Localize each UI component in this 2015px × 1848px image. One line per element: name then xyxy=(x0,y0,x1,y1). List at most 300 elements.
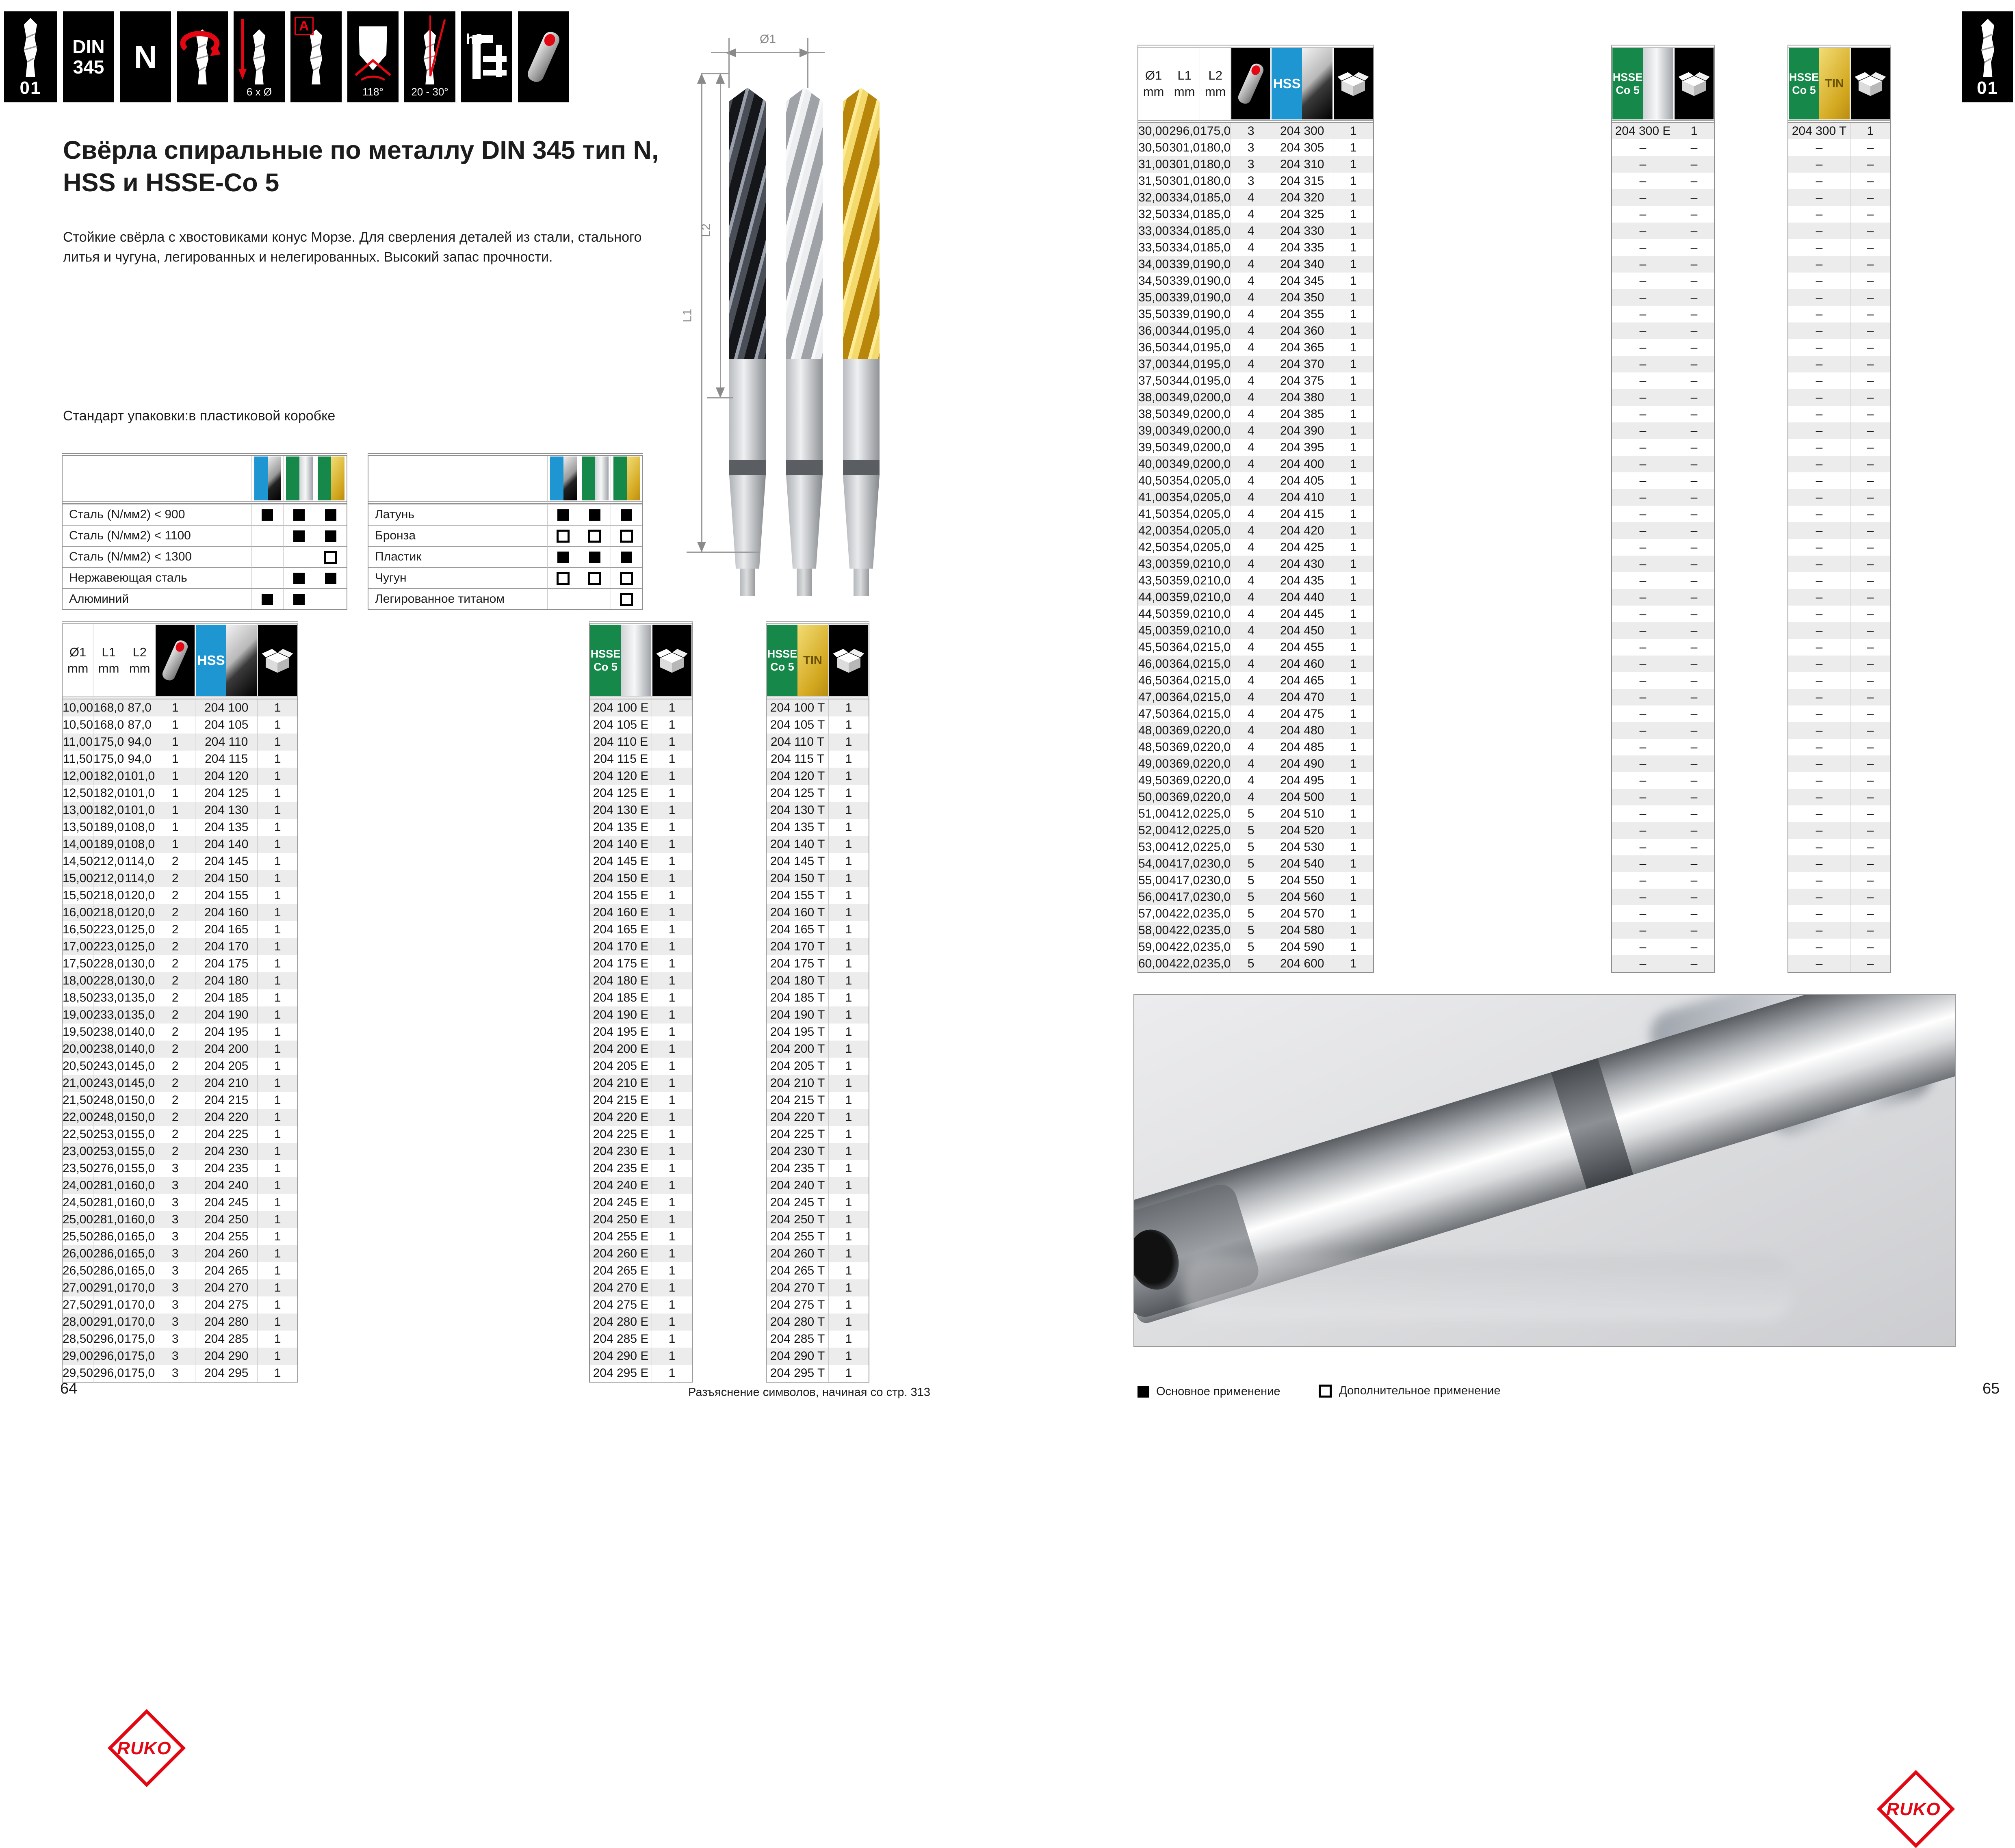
hss-header-icon: HSS xyxy=(196,625,257,696)
cell: – xyxy=(1639,307,1647,321)
cell: 1 xyxy=(257,1092,297,1109)
table-row xyxy=(1788,872,1890,889)
cell: 215,0 xyxy=(1200,689,1231,705)
cell: 1 xyxy=(828,1331,869,1348)
table-row xyxy=(63,768,297,785)
table-row xyxy=(1612,622,1714,639)
table-row xyxy=(1138,672,1373,689)
cell: 10,00 xyxy=(63,701,93,714)
cell: 2 xyxy=(155,1092,195,1109)
table-row xyxy=(1788,322,1890,339)
table-row xyxy=(1612,722,1714,739)
table-row xyxy=(590,1058,692,1075)
table-row xyxy=(1788,739,1890,755)
cell: 1 xyxy=(1333,822,1373,839)
cell: 4 xyxy=(1231,639,1271,656)
cell: 40,00 xyxy=(1138,457,1169,471)
cell: 281,0 xyxy=(93,1211,124,1228)
cell: 1 xyxy=(1333,722,1373,739)
material-mark xyxy=(547,567,579,588)
cell: 14,50 xyxy=(63,855,93,868)
table-row xyxy=(590,870,692,887)
table-row xyxy=(1788,922,1890,939)
cell: 218,0 xyxy=(93,887,124,904)
product-description: Стойкие свёрла с хвостовиками конус Морзе. Для сверления деталей из стали, стального литья и чугуна, легированных и нелегированных. Высокий запас прочности. xyxy=(63,229,642,265)
cell: 33,00 xyxy=(1138,224,1169,238)
cell: 23,50 xyxy=(63,1162,93,1175)
cell: 4 xyxy=(1231,772,1271,789)
cell: 23,00 xyxy=(63,1145,93,1158)
cell: 49,50 xyxy=(1138,773,1169,787)
table-row xyxy=(1138,206,1373,223)
cell: 334,0 xyxy=(1169,206,1200,223)
table-row xyxy=(1612,805,1714,822)
cell: 339,0 xyxy=(1169,256,1200,273)
material-mark xyxy=(251,504,283,525)
cell: 41,00 xyxy=(1138,490,1169,504)
material-mark xyxy=(283,504,315,525)
package-icon xyxy=(258,625,297,696)
cell: 200,0 xyxy=(1200,406,1231,422)
cell: 1 xyxy=(828,1109,869,1126)
hsse-co5-tin-header-icon: HSSE Co 5 TIN xyxy=(1789,48,1850,119)
cell: 354,0 xyxy=(1169,539,1200,556)
cell: 215,0 xyxy=(1200,705,1231,722)
cell: 204 450 xyxy=(1271,622,1333,639)
cell: 135,0 xyxy=(124,1006,155,1024)
table-row xyxy=(767,921,869,938)
cell: 1 xyxy=(1674,123,1714,139)
cell: 364,0 xyxy=(1169,656,1200,672)
cell: 204 380 xyxy=(1271,389,1333,406)
table-row xyxy=(767,785,869,802)
cell: 1 xyxy=(257,1365,297,1382)
cell: 200,0 xyxy=(1200,456,1231,472)
table-row xyxy=(590,1279,692,1296)
chapter-number: 01 xyxy=(1977,78,1998,98)
cell: – xyxy=(1850,273,1890,289)
table-row xyxy=(63,853,297,870)
cell: 204 510 xyxy=(1271,805,1333,822)
cell: 1 xyxy=(652,1006,692,1024)
cell: 5 xyxy=(1231,955,1271,972)
cell: – xyxy=(1816,141,1823,154)
table-row xyxy=(590,751,692,768)
cell: 204 375 xyxy=(1271,372,1333,389)
cell: – xyxy=(1674,356,1714,372)
chapter-number: 01 xyxy=(20,78,41,98)
cell: – xyxy=(1674,439,1714,456)
table-row xyxy=(63,1143,297,1160)
material-mark xyxy=(251,567,283,588)
cell: 235,0 xyxy=(1200,955,1231,972)
cell: 150,0 xyxy=(124,1092,155,1109)
cell: 1 xyxy=(652,751,692,768)
cell: – xyxy=(1816,623,1823,637)
cell: – xyxy=(1816,707,1823,721)
cell: 2 xyxy=(155,1041,195,1058)
cell: 339,0 xyxy=(1169,306,1200,322)
cell: 175,0 xyxy=(124,1365,155,1382)
cell: 204 560 xyxy=(1271,889,1333,905)
cell: – xyxy=(1639,590,1647,604)
table-row xyxy=(1138,506,1373,522)
cell: 204 175 xyxy=(195,955,257,972)
material-mark xyxy=(315,525,347,546)
cell: – xyxy=(1816,174,1823,188)
cell: 215,0 xyxy=(1200,656,1231,672)
cell: 204 225 T xyxy=(770,1127,825,1141)
cell: – xyxy=(1850,289,1890,306)
cell: 344,0 xyxy=(1169,339,1200,356)
table-row xyxy=(590,1262,692,1279)
tin-variant-icon xyxy=(318,457,344,500)
cell: – xyxy=(1816,224,1823,238)
cell: 223,0 xyxy=(93,938,124,955)
cell: 1 xyxy=(155,836,195,853)
cell: – xyxy=(1674,372,1714,389)
cell: 204 160 T xyxy=(770,906,825,919)
table-row xyxy=(767,1228,869,1245)
cell: 204 315 xyxy=(1271,173,1333,189)
cell: 94,0 xyxy=(124,734,155,751)
cell: 349,0 xyxy=(1169,439,1200,456)
cell: – xyxy=(1674,805,1714,822)
cell: 220,0 xyxy=(1200,722,1231,739)
cell: 4 xyxy=(1231,439,1271,456)
cell: 1 xyxy=(257,1228,297,1245)
cell: – xyxy=(1639,757,1647,770)
cell: 37,00 xyxy=(1138,357,1169,371)
cell: 204 300 T xyxy=(1792,124,1847,138)
cell: 204 220 E xyxy=(593,1110,649,1124)
cell: – xyxy=(1850,472,1890,489)
cell: – xyxy=(1816,257,1823,271)
cell: 204 460 xyxy=(1271,656,1333,672)
cell: 1 xyxy=(1333,422,1373,439)
cell: 1 xyxy=(828,699,869,716)
cell: 204 235 xyxy=(195,1160,257,1177)
cell: 17,50 xyxy=(63,957,93,970)
cell: – xyxy=(1639,474,1647,487)
cell: 1 xyxy=(1333,356,1373,372)
cell: 140,0 xyxy=(124,1024,155,1041)
cell: 215,0 xyxy=(1200,639,1231,656)
cell: 1 xyxy=(828,1228,869,1245)
cell: 4 xyxy=(1231,739,1271,755)
cell: 1 xyxy=(828,904,869,921)
cell: 286,0 xyxy=(93,1228,124,1245)
table-row xyxy=(1788,422,1890,439)
cell: – xyxy=(1816,790,1823,804)
cell: 1 xyxy=(652,921,692,938)
table-row xyxy=(590,1228,692,1245)
table-row xyxy=(1138,256,1373,273)
cell: 1 xyxy=(828,1160,869,1177)
cell: – xyxy=(1639,740,1647,754)
cell: 204 280 xyxy=(195,1314,257,1331)
cell: 4 xyxy=(1231,622,1271,639)
cell: – xyxy=(1639,290,1647,304)
table-row xyxy=(63,1194,297,1211)
cell: 25,00 xyxy=(63,1213,93,1226)
table-row xyxy=(1138,372,1373,389)
cell: 170,0 xyxy=(124,1279,155,1296)
cell: – xyxy=(1850,239,1890,256)
cell: 18,50 xyxy=(63,991,93,1004)
cell: 1 xyxy=(1333,905,1373,922)
table-row xyxy=(767,802,869,819)
cell: 4 xyxy=(1231,489,1271,506)
cell: 233,0 xyxy=(93,989,124,1006)
cell: – xyxy=(1816,923,1823,937)
cell: – xyxy=(1816,590,1823,604)
cell: 204 490 xyxy=(1271,755,1333,772)
table-row xyxy=(63,1331,297,1348)
material-mark xyxy=(283,546,315,567)
cell: 175,0 xyxy=(124,1348,155,1365)
cell: 1 xyxy=(652,853,692,870)
cell: 45,00 xyxy=(1138,623,1169,637)
cell: – xyxy=(1639,424,1647,437)
cell: 204 210 E xyxy=(593,1076,649,1090)
cell: 369,0 xyxy=(1169,722,1200,739)
cell: – xyxy=(1816,657,1823,671)
table-row xyxy=(767,1314,869,1331)
cell: 204 190 xyxy=(195,1006,257,1024)
cell: 1 xyxy=(257,1348,297,1365)
cell: 228,0 xyxy=(93,972,124,989)
cell: 190,0 xyxy=(1200,256,1231,273)
table-row xyxy=(1788,656,1890,672)
cell: – xyxy=(1850,622,1890,639)
cell: 155,0 xyxy=(124,1126,155,1143)
cell: 204 240 T xyxy=(770,1179,825,1192)
cell: 54,00 xyxy=(1138,857,1169,870)
chapter-tab-right xyxy=(1962,11,2013,102)
cell: – xyxy=(1639,790,1647,804)
cell: 1 xyxy=(828,734,869,751)
cell: 47,50 xyxy=(1138,707,1169,721)
ruko-logo xyxy=(104,1717,185,1778)
cell: – xyxy=(1850,689,1890,705)
cell: 204 590 xyxy=(1271,939,1333,955)
table-row xyxy=(1138,356,1373,372)
cell: 205,0 xyxy=(1200,472,1231,489)
cell: – xyxy=(1674,206,1714,223)
open-square-icon xyxy=(620,593,633,606)
table-row xyxy=(1788,173,1890,189)
table-row xyxy=(1788,506,1890,522)
table-row xyxy=(63,751,297,768)
cell: 204 100 E xyxy=(593,701,649,714)
cell: – xyxy=(1674,139,1714,156)
table-row xyxy=(590,887,692,904)
cell: 339,0 xyxy=(1169,273,1200,289)
cell: 4 xyxy=(1231,273,1271,289)
table-row xyxy=(1138,556,1373,572)
cell: – xyxy=(1639,374,1647,387)
table-row xyxy=(1612,739,1714,755)
table-row xyxy=(63,1177,297,1194)
cell: 150,0 xyxy=(124,1109,155,1126)
cell: 422,0 xyxy=(1169,905,1200,922)
cell: – xyxy=(1816,457,1823,471)
cell: 204 400 xyxy=(1271,456,1333,472)
column-header: Ø1 mm xyxy=(67,645,89,675)
cell: 204 495 xyxy=(1271,772,1333,789)
table-row xyxy=(767,768,869,785)
cell: – xyxy=(1674,389,1714,406)
cell: 1 xyxy=(1333,656,1373,672)
cell: 291,0 xyxy=(93,1296,124,1314)
material-mark xyxy=(611,588,642,609)
cell: 1 xyxy=(828,1041,869,1058)
cell: 160,0 xyxy=(124,1211,155,1228)
cell: 204 235 T xyxy=(770,1162,825,1175)
cell: 4 xyxy=(1231,306,1271,322)
table-row xyxy=(767,819,869,836)
table-row xyxy=(767,751,869,768)
cell: 185,0 xyxy=(1200,189,1231,206)
cell: 4 xyxy=(1231,672,1271,689)
cell: 204 370 xyxy=(1271,356,1333,372)
cell: – xyxy=(1850,889,1890,905)
cell: – xyxy=(1674,822,1714,839)
cell: 43,50 xyxy=(1138,573,1169,587)
cell: – xyxy=(1639,507,1647,521)
cell: 58,00 xyxy=(1138,923,1169,937)
table-row xyxy=(590,1041,692,1058)
dim-label-d1: Ø1 xyxy=(759,32,776,46)
cell: 204 130 xyxy=(195,802,257,819)
table-row xyxy=(63,1024,297,1041)
cell: 53,00 xyxy=(1138,840,1169,854)
cell: 204 170 E xyxy=(593,940,649,953)
material-mark xyxy=(251,546,283,567)
product-figure xyxy=(680,32,1008,556)
cell: 44,00 xyxy=(1138,590,1169,604)
table-row xyxy=(1788,689,1890,705)
cell: 175,0 xyxy=(1200,123,1231,139)
cell: 204 430 xyxy=(1271,556,1333,572)
cell: 19,50 xyxy=(63,1025,93,1039)
table-row xyxy=(1138,239,1373,256)
open-square-icon xyxy=(620,530,633,543)
table-row xyxy=(1788,822,1890,839)
cell: 1 xyxy=(155,819,195,836)
table-row xyxy=(63,955,297,972)
cell: – xyxy=(1850,372,1890,389)
cell: 204 155 E xyxy=(593,889,649,902)
cell: 46,50 xyxy=(1138,673,1169,687)
cell: 204 165 xyxy=(195,921,257,938)
cell: 204 170 T xyxy=(770,940,825,953)
hsse-variant-icon xyxy=(579,456,611,504)
cell: 2 xyxy=(155,938,195,955)
table-row xyxy=(1788,123,1890,139)
cell: 185,0 xyxy=(1200,206,1231,223)
cell: – xyxy=(1674,223,1714,239)
cell: – xyxy=(1850,456,1890,472)
cell: – xyxy=(1674,422,1714,439)
cell: 2 xyxy=(155,870,195,887)
cell: 160,0 xyxy=(124,1194,155,1211)
cell: 4 xyxy=(1231,722,1271,739)
table-row xyxy=(1788,256,1890,273)
cell: – xyxy=(1850,656,1890,672)
table-row xyxy=(1612,389,1714,406)
cell: – xyxy=(1816,407,1823,421)
cell: 1 xyxy=(257,1314,297,1331)
cell: 1 xyxy=(828,1348,869,1365)
cell: 204 160 E xyxy=(593,906,649,919)
cell: 56,00 xyxy=(1138,890,1169,904)
cell: 165,0 xyxy=(124,1228,155,1245)
table-row xyxy=(63,1245,297,1262)
cell: – xyxy=(1639,823,1647,837)
table-row xyxy=(590,768,692,785)
table-row xyxy=(590,1024,692,1041)
cell: 39,50 xyxy=(1138,440,1169,454)
page-number-left: 64 xyxy=(60,1380,78,1397)
material-mark xyxy=(283,588,315,609)
cell: – xyxy=(1850,489,1890,506)
page-number-right: 65 xyxy=(1982,1380,2000,1397)
cell: 1 xyxy=(1333,556,1373,572)
table-row xyxy=(63,887,297,904)
cell: 1 xyxy=(155,751,195,768)
cell: 2 xyxy=(155,989,195,1006)
cell: 204 480 xyxy=(1271,722,1333,739)
filled-square-icon xyxy=(1138,1386,1149,1398)
cell: 1 xyxy=(257,989,297,1006)
column-header: L2 mm xyxy=(129,645,150,675)
cell: 3 xyxy=(155,1160,195,1177)
cell: 204 120 E xyxy=(593,769,649,783)
cell: – xyxy=(1816,890,1823,904)
cell: 125,0 xyxy=(124,938,155,955)
cell: 1 xyxy=(652,1058,692,1075)
cell: – xyxy=(1816,290,1823,304)
cell: 3 xyxy=(155,1331,195,1348)
cell: – xyxy=(1674,273,1714,289)
cell: 4 xyxy=(1231,572,1271,589)
cell: 204 255 xyxy=(195,1228,257,1245)
cell: 364,0 xyxy=(1169,639,1200,656)
cell: 1 xyxy=(828,1194,869,1211)
table-row xyxy=(63,836,297,853)
cell: 204 105 E xyxy=(593,718,649,731)
cell: 3 xyxy=(1231,139,1271,156)
cell: 21,50 xyxy=(63,1093,93,1107)
cell: 230,0 xyxy=(1200,872,1231,889)
table-row xyxy=(767,1262,869,1279)
cell: 48,50 xyxy=(1138,740,1169,754)
cell: 52,00 xyxy=(1138,823,1169,837)
table-row xyxy=(63,699,297,716)
cell: – xyxy=(1816,840,1823,854)
cell: 5 xyxy=(1231,922,1271,939)
cell: 204 250 xyxy=(195,1211,257,1228)
cell: 225,0 xyxy=(1200,839,1231,855)
cell: 2 xyxy=(155,955,195,972)
cell: 364,0 xyxy=(1169,689,1200,705)
legend-secondary-label: Дополнительное применение xyxy=(1339,1384,1501,1397)
cell: 49,00 xyxy=(1138,757,1169,770)
material-mark xyxy=(283,525,315,546)
cell: – xyxy=(1639,157,1647,171)
